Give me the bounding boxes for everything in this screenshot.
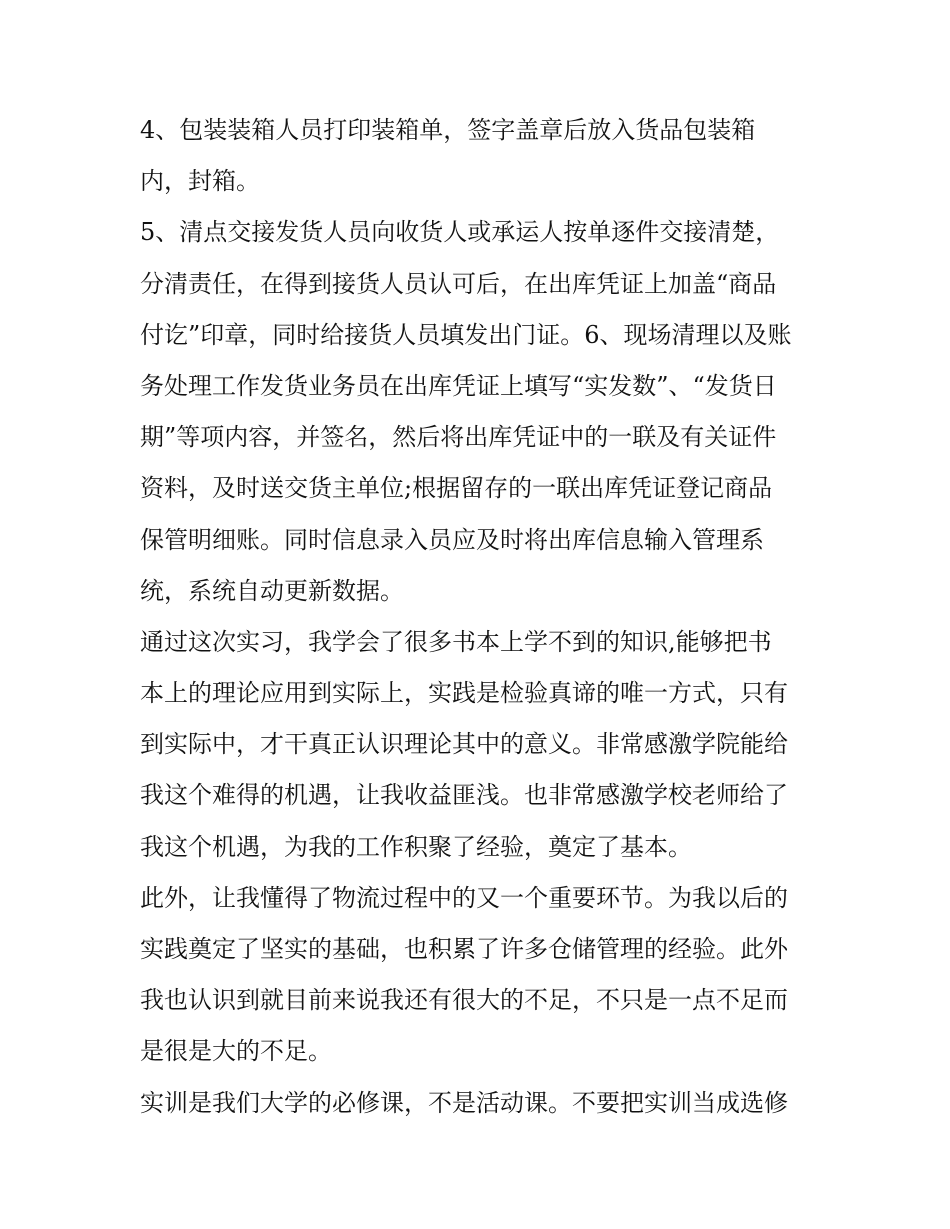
text-line: 付讫”印章，同时给接货人员填发出门证。6、现场清理以及账: [140, 320, 792, 349]
text-line: 资料，及时送交货主单位;根据留存的一联出库凭证登记商品: [140, 474, 773, 503]
text-line: 4、包装装箱人员打印装箱单，签字盖章后放入货品包装箱: [140, 116, 756, 144]
text-line: 保管明细账。同时信息录入员应及时将出库信息输入管理系: [140, 525, 764, 554]
text-line: 务处理工作发货业务员在出库凭证上填写“实发数”、“发货日: [140, 371, 777, 400]
text-line: 实训是我们大学的必修课，不是活动课。不要把实训当成选修: [140, 1088, 788, 1117]
text-line: 本上的理论应用到实际上，实践是检验真谛的唯一方式，只有: [140, 679, 788, 708]
text-line: 到实际中，才干真正认识理论其中的意义。非常感激学院能给: [140, 730, 788, 759]
text-line: 此外，让我懂得了物流过程中的又一个重要环节。为我以后的: [140, 883, 788, 912]
text-line: 5、清点交接发货人员向收货人或承运人按单逐件交接清楚，: [140, 218, 780, 247]
text-line: 我也认识到就目前来说我还有很大的不足，不只是一点不足而: [140, 986, 788, 1015]
text-line: 是很是大的不足。: [140, 1037, 332, 1066]
text-line: 期”等项内容，并签名，然后将出库凭证中的一联及有关证件: [140, 423, 777, 452]
text-line: 实践奠定了坚实的基础，也积累了许多仓储管理的经验。此外: [140, 935, 788, 963]
text-line: 通过这次实习，我学会了很多书本上学不到的知识,能够把书: [140, 627, 772, 656]
text-line: 统，系统自动更新数据。: [140, 576, 404, 605]
document-body: [140, 105, 830, 1129]
text-line: 分清责任，在得到接货人员认可后，在出库凭证上加盖“商品: [140, 269, 777, 298]
text-line: 我这个机遇，为我的工作积聚了经验，奠定了基本。: [140, 832, 692, 861]
text-line: 内，封箱。: [140, 167, 260, 196]
text-line: 我这个难得的机遇，让我收益匪浅。也非常感激学校老师给了: [140, 781, 788, 810]
